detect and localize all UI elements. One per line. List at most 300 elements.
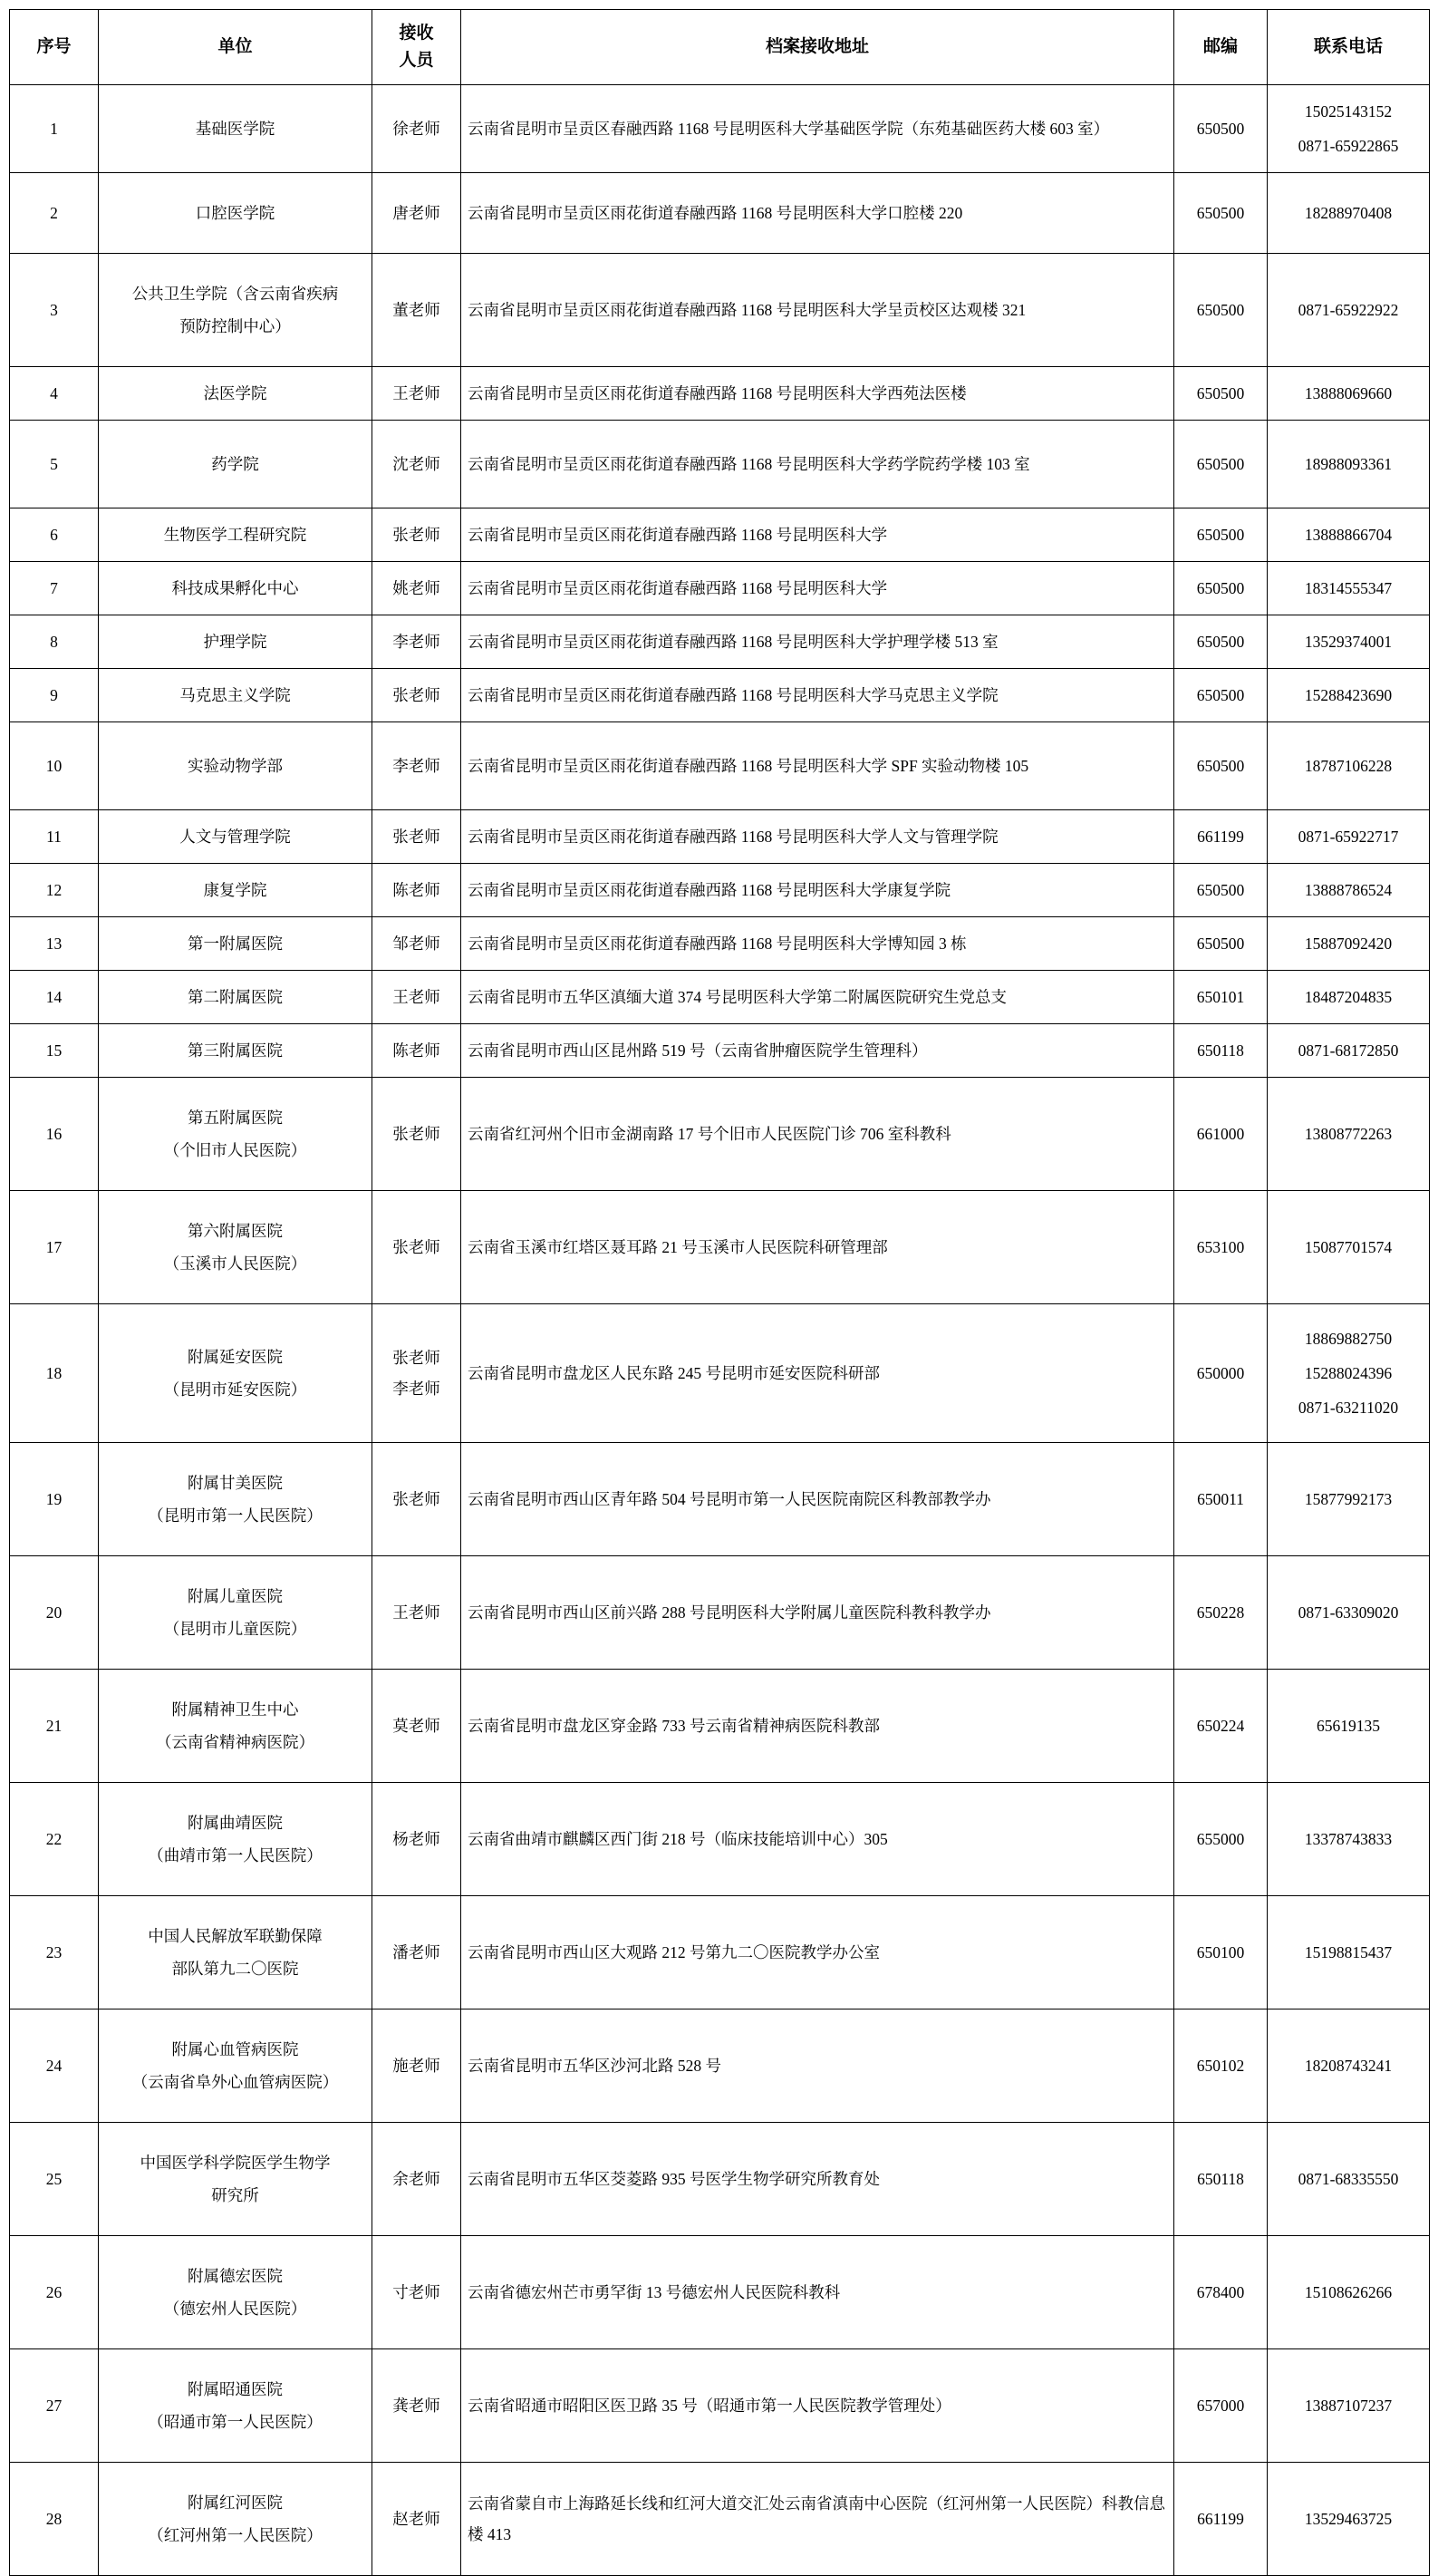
unit-line: 药学院 [211, 454, 259, 473]
phone-line: 0871-65922922 [1298, 300, 1399, 319]
person-line: 王老师 [392, 987, 440, 1006]
cell-zip: 661199 [1174, 810, 1268, 864]
cell-person [372, 1670, 461, 1783]
cell-person [372, 173, 461, 254]
table-row [10, 254, 1430, 367]
cell-zip: 650500 [1174, 421, 1268, 508]
phone-line: 18208743241 [1304, 2056, 1393, 2075]
phone-line: 18314555347 [1304, 578, 1393, 597]
cell-phone [1268, 1304, 1430, 1443]
cell-phone [1268, 173, 1430, 254]
phone-line: 0871-65922865 [1298, 137, 1399, 155]
table-row [10, 1783, 1430, 1896]
cell-unit [99, 864, 372, 917]
unit-line: （个旧市人民医院） [163, 1141, 307, 1159]
table-row [10, 2349, 1430, 2463]
cell-address: 云南省昆明市呈贡区雨花街道春融西路 1168 号昆明医科大学人文与管理学院 [461, 810, 1174, 864]
table-row [10, 508, 1430, 562]
cell-address: 云南省昆明市五华区滇缅大道 374 号昆明医科大学第二附属医院研究生党总支 [461, 971, 1174, 1024]
person-line: 张老师 [392, 1348, 440, 1367]
person-line: 潘老师 [392, 1942, 440, 1961]
cell-person [372, 1024, 461, 1078]
cell-unit [99, 2463, 372, 2576]
cell-person [372, 508, 461, 562]
person-line: 赵老师 [392, 2509, 440, 2528]
cell-phone [1268, 669, 1430, 722]
cell-phone [1268, 1024, 1430, 1078]
cell-unit [99, 85, 372, 173]
person-line: 徐老师 [392, 119, 440, 138]
phone-line: 0871-65922717 [1298, 827, 1399, 846]
person-line: 余老师 [392, 2169, 440, 2188]
cell-unit [99, 2349, 372, 2463]
cell-seq: 19 [10, 1443, 99, 1556]
person-line: 杨老师 [392, 1829, 440, 1848]
table-row [10, 722, 1430, 810]
cell-seq: 11 [10, 810, 99, 864]
cell-phone [1268, 1443, 1430, 1556]
cell-phone [1268, 1896, 1430, 2009]
cell-person [372, 2123, 461, 2236]
person-line: 陈老师 [392, 880, 440, 899]
cell-person [372, 917, 461, 971]
column-header-seq: 序号 [10, 10, 99, 85]
phone-line: 15108626266 [1304, 2282, 1393, 2301]
cell-unit [99, 1191, 372, 1304]
cell-address: 云南省昆明市西山区大观路 212 号第九二〇医院教学办公室 [461, 1896, 1174, 2009]
cell-unit [99, 1556, 372, 1670]
person-line: 张老师 [392, 1237, 440, 1256]
cell-phone [1268, 722, 1430, 810]
cell-phone [1268, 810, 1430, 864]
cell-zip: 650500 [1174, 85, 1268, 173]
person-line: 董老师 [392, 300, 440, 319]
cell-zip: 650500 [1174, 508, 1268, 562]
cell-zip: 650500 [1174, 173, 1268, 254]
cell-unit [99, 2009, 372, 2123]
person-line: 沈老师 [392, 454, 440, 473]
cell-seq: 8 [10, 615, 99, 669]
unit-line: （昭通市第一人民医院） [148, 2413, 323, 2431]
unit-line: 附属延安医院 [188, 1347, 283, 1366]
cell-unit [99, 421, 372, 508]
person-line: 莫老师 [392, 1716, 440, 1735]
cell-phone [1268, 85, 1430, 173]
cell-address: 云南省昆明市呈贡区雨花街道春融西路 1168 号昆明医科大学口腔楼 220 [461, 173, 1174, 254]
cell-unit [99, 367, 372, 421]
cell-address: 云南省昆明市呈贡区雨花街道春融西路 1168 号昆明医科大学马克思主义学院 [461, 669, 1174, 722]
cell-address: 云南省昆明市呈贡区雨花街道春融西路 1168 号昆明医科大学博知园 3 栋 [461, 917, 1174, 971]
cell-zip: 655000 [1174, 1783, 1268, 1896]
phone-line: 13888866704 [1304, 525, 1393, 544]
unit-line: 附属甘美医院 [188, 1473, 283, 1492]
person-line: 李老师 [392, 632, 440, 651]
cell-address: 云南省昆明市西山区青年路 504 号昆明市第一人民医院南院区科教部教学办 [461, 1443, 1174, 1556]
cell-person [372, 367, 461, 421]
phone-line: 0871-63309020 [1298, 1603, 1399, 1622]
table-row [10, 2236, 1430, 2349]
unit-line: 研究所 [211, 2186, 259, 2204]
cell-seq: 18 [10, 1304, 99, 1443]
unit-line: （德宏州人民医院） [163, 2300, 307, 2318]
column-header-address: 档案接收地址 [461, 10, 1174, 85]
cell-person [372, 1191, 461, 1304]
cell-address: 云南省昆明市五华区茭菱路 935 号医学生物学研究所教育处 [461, 2123, 1174, 2236]
phone-line: 15198815437 [1304, 1942, 1393, 1961]
cell-unit [99, 615, 372, 669]
cell-person [372, 562, 461, 615]
cell-seq: 5 [10, 421, 99, 508]
cell-seq: 27 [10, 2349, 99, 2463]
cell-zip: 661199 [1174, 2463, 1268, 2576]
cell-seq: 23 [10, 1896, 99, 2009]
cell-seq: 24 [10, 2009, 99, 2123]
archive-receiving-table [9, 9, 1430, 2576]
unit-line: 口腔医学院 [195, 203, 275, 222]
phone-line: 65619135 [1317, 1716, 1380, 1735]
cell-phone [1268, 2123, 1430, 2236]
phone-line: 15087701574 [1304, 1237, 1393, 1256]
cell-unit [99, 508, 372, 562]
cell-seq: 22 [10, 1783, 99, 1896]
cell-address: 云南省昆明市呈贡区雨花街道春融西路 1168 号昆明医科大学 [461, 562, 1174, 615]
cell-address: 云南省昆明市呈贡区雨花街道春融西路 1168 号昆明医科大学康复学院 [461, 864, 1174, 917]
table-row [10, 917, 1430, 971]
unit-line: 马克思主义学院 [179, 685, 291, 704]
cell-seq: 16 [10, 1078, 99, 1191]
cell-person [372, 810, 461, 864]
table-row [10, 1078, 1430, 1191]
cell-unit [99, 669, 372, 722]
cell-unit [99, 2123, 372, 2236]
table-row [10, 2463, 1430, 2576]
person-line: 张老师 [392, 1489, 440, 1508]
cell-address: 云南省曲靖市麒麟区西门街 218 号（临床技能培训中心）305 [461, 1783, 1174, 1896]
cell-zip: 653100 [1174, 1191, 1268, 1304]
table-row [10, 1304, 1430, 1443]
column-header-person [372, 10, 461, 85]
phone-line: 18487204835 [1304, 987, 1393, 1006]
cell-unit [99, 1078, 372, 1191]
phone-line: 18288970408 [1304, 203, 1393, 222]
cell-phone [1268, 2463, 1430, 2576]
cell-person [372, 722, 461, 810]
cell-seq: 14 [10, 971, 99, 1024]
cell-zip: 650100 [1174, 1896, 1268, 2009]
cell-address: 云南省昆明市盘龙区人民东路 245 号昆明市延安医院科研部 [461, 1304, 1174, 1443]
cell-zip: 650500 [1174, 367, 1268, 421]
cell-zip: 650500 [1174, 669, 1268, 722]
unit-line: 第二附属医院 [188, 987, 283, 1006]
table-row [10, 2123, 1430, 2236]
cell-seq: 15 [10, 1024, 99, 1078]
unit-line: 人文与管理学院 [179, 827, 291, 846]
cell-address: 云南省昆明市呈贡区雨花街道春融西路 1168 号昆明医科大学西苑法医楼 [461, 367, 1174, 421]
unit-line: 附属德宏医院 [188, 2266, 283, 2285]
person-line: 张老师 [392, 827, 440, 846]
table-row [10, 421, 1430, 508]
cell-address: 云南省昭通市昭阳区医卫路 35 号（昭通市第一人民医院教学管理处） [461, 2349, 1174, 2463]
cell-unit [99, 1024, 372, 1078]
cell-address: 云南省昆明市呈贡区雨花街道春融西路 1168 号昆明医科大学护理学楼 513 室 [461, 615, 1174, 669]
unit-line: （玉溪市人民医院） [163, 1254, 307, 1273]
cell-seq: 4 [10, 367, 99, 421]
unit-line: 法医学院 [203, 383, 267, 402]
person-line: 张老师 [392, 1124, 440, 1143]
cell-phone [1268, 421, 1430, 508]
person-line: 王老师 [392, 383, 440, 402]
cell-address: 云南省红河州个旧市金湖南路 17 号个旧市人民医院门诊 706 室科教科 [461, 1078, 1174, 1191]
cell-person [372, 1556, 461, 1670]
cell-address: 云南省昆明市盘龙区穿金路 733 号云南省精神病医院科教部 [461, 1670, 1174, 1783]
cell-unit [99, 1783, 372, 1896]
cell-person [372, 1304, 461, 1443]
person-line: 陈老师 [392, 1041, 440, 1060]
person-line: 邹老师 [392, 934, 440, 953]
phone-line: 13529463725 [1304, 2509, 1393, 2528]
cell-unit [99, 2236, 372, 2349]
cell-phone [1268, 2009, 1430, 2123]
cell-address: 云南省蒙自市上海路延长线和红河大道交汇处云南省滇南中心医院（红河州第一人民医院）科教信息楼 413 [461, 2463, 1174, 2576]
cell-seq: 3 [10, 254, 99, 367]
cell-address: 云南省昆明市呈贡区雨花街道春融西路 1168 号昆明医科大学 [461, 508, 1174, 562]
cell-phone [1268, 1191, 1430, 1304]
cell-unit [99, 1443, 372, 1556]
cell-person [372, 1896, 461, 2009]
person-line: 龚老师 [392, 2396, 440, 2415]
cell-address: 云南省昆明市呈贡区雨花街道春融西路 1168 号昆明医科大学呈贡校区达观楼 321 [461, 254, 1174, 367]
cell-phone [1268, 367, 1430, 421]
cell-zip: 650500 [1174, 254, 1268, 367]
cell-person [372, 2349, 461, 2463]
table-row [10, 810, 1430, 864]
cell-zip: 650224 [1174, 1670, 1268, 1783]
cell-address: 云南省昆明市呈贡区春融西路 1168 号昆明医科大学基础医学院（东苑基础医药大楼 603 室） [461, 85, 1174, 173]
cell-seq: 1 [10, 85, 99, 173]
unit-line: 附属儿童医院 [188, 1586, 283, 1605]
unit-line: 公共卫生学院（含云南省疾病 [131, 284, 339, 303]
cell-unit [99, 1304, 372, 1443]
unit-line: 护理学院 [203, 632, 267, 651]
unit-line: （红河州第一人民医院） [148, 2526, 323, 2544]
person-line: 姚老师 [392, 578, 440, 597]
unit-line: 附属心血管病医院 [171, 2039, 299, 2058]
unit-line: 第五附属医院 [188, 1108, 283, 1127]
cell-phone [1268, 562, 1430, 615]
table-row [10, 367, 1430, 421]
cell-phone [1268, 254, 1430, 367]
phone-line: 15288024396 [1304, 1363, 1393, 1382]
cell-phone [1268, 864, 1430, 917]
column-header-unit: 单位 [99, 10, 372, 85]
cell-zip: 678400 [1174, 2236, 1268, 2349]
cell-address: 云南省昆明市呈贡区雨花街道春融西路 1168 号昆明医科大学 SPF 实验动物楼 105 [461, 722, 1174, 810]
phone-line: 13529374001 [1304, 632, 1393, 651]
unit-line: （昆明市儿童医院） [163, 1620, 307, 1638]
cell-zip: 650500 [1174, 562, 1268, 615]
cell-seq: 12 [10, 864, 99, 917]
phone-line: 0871-68335550 [1298, 2169, 1399, 2188]
unit-line: 第一附属医院 [188, 934, 283, 953]
phone-line: 15025143152 [1304, 102, 1393, 121]
unit-line: （昆明市第一人民医院） [148, 1506, 323, 1525]
person-line: 李老师 [392, 1380, 440, 1398]
unit-line: 第三附属医院 [188, 1041, 283, 1060]
column-header-zip: 邮编 [1174, 10, 1268, 85]
table-row [10, 1443, 1430, 1556]
cell-unit [99, 1670, 372, 1783]
unit-line: 预防控制中心） [179, 317, 291, 335]
cell-zip: 650500 [1174, 722, 1268, 810]
cell-phone [1268, 1556, 1430, 1670]
cell-phone [1268, 971, 1430, 1024]
unit-line: （昆明市延安医院） [163, 1380, 307, 1399]
column-header-phone: 联系电话 [1268, 10, 1430, 85]
unit-line: 科技成果孵化中心 [171, 578, 299, 597]
cell-address: 云南省昆明市呈贡区雨花街道春融西路 1168 号昆明医科大学药学院药学楼 103 室 [461, 421, 1174, 508]
cell-phone [1268, 1670, 1430, 1783]
cell-seq: 26 [10, 2236, 99, 2349]
cell-address: 云南省昆明市西山区前兴路 288 号昆明医科大学附属儿童医院科教科教学办 [461, 1556, 1174, 1670]
cell-person [372, 2463, 461, 2576]
phone-line: 18869882750 [1304, 1329, 1393, 1348]
person-line: 张老师 [392, 525, 440, 544]
cell-zip: 650500 [1174, 864, 1268, 917]
table-header-row [10, 10, 1430, 85]
unit-line: 附属昭通医院 [188, 2379, 283, 2398]
cell-person [372, 421, 461, 508]
unit-line: （云南省阜外心血管病医院） [131, 2073, 339, 2091]
cell-zip: 650000 [1174, 1304, 1268, 1443]
cell-seq: 20 [10, 1556, 99, 1670]
cell-person [372, 1078, 461, 1191]
cell-unit [99, 810, 372, 864]
unit-line: 中国医学科学院医学生物学 [140, 2153, 331, 2172]
cell-zip: 657000 [1174, 2349, 1268, 2463]
cell-address: 云南省玉溪市红塔区聂耳路 21 号玉溪市人民医院科研管理部 [461, 1191, 1174, 1304]
unit-line: 附属精神卫生中心 [171, 1700, 299, 1719]
cell-phone [1268, 2236, 1430, 2349]
unit-line: （云南省精神病医院） [156, 1733, 314, 1751]
cell-seq: 6 [10, 508, 99, 562]
unit-line: 生物医学工程研究院 [163, 525, 307, 544]
table-row [10, 562, 1430, 615]
table-row [10, 864, 1430, 917]
person-line: 张老师 [392, 685, 440, 704]
cell-zip: 650102 [1174, 2009, 1268, 2123]
cell-person [372, 1783, 461, 1896]
table-row [10, 1896, 1430, 2009]
unit-line: 康复学院 [203, 880, 267, 899]
cell-zip: 650500 [1174, 917, 1268, 971]
cell-unit [99, 254, 372, 367]
cell-seq: 10 [10, 722, 99, 810]
unit-line: 中国人民解放军联勤保障 [148, 1926, 323, 1945]
cell-phone [1268, 508, 1430, 562]
cell-address: 云南省昆明市西山区昆州路 519 号（云南省肿瘤医院学生管理科） [461, 1024, 1174, 1078]
cell-person [372, 2009, 461, 2123]
phone-line: 13888069660 [1304, 383, 1393, 402]
table-row [10, 1556, 1430, 1670]
cell-seq: 9 [10, 669, 99, 722]
unit-line: 基础医学院 [195, 119, 275, 138]
table-row [10, 971, 1430, 1024]
table-header [10, 10, 1430, 85]
cell-zip: 650118 [1174, 1024, 1268, 1078]
cell-phone [1268, 1783, 1430, 1896]
phone-line: 13887107237 [1304, 2396, 1393, 2415]
table-row [10, 1670, 1430, 1783]
phone-line: 18787106228 [1304, 756, 1393, 775]
unit-line: 第六附属医院 [188, 1221, 283, 1240]
cell-unit [99, 1896, 372, 2009]
cell-seq: 17 [10, 1191, 99, 1304]
cell-unit [99, 971, 372, 1024]
cell-phone [1268, 2349, 1430, 2463]
cell-seq: 21 [10, 1670, 99, 1783]
cell-address: 云南省德宏州芒市勇罕街 13 号德宏州人民医院科教科 [461, 2236, 1174, 2349]
column-header-person-line2: 人员 [399, 51, 434, 70]
phone-line: 15288423690 [1304, 685, 1393, 704]
person-line: 寸老师 [392, 2282, 440, 2301]
unit-line: 附属红河医院 [188, 2493, 283, 2512]
cell-phone [1268, 917, 1430, 971]
column-header-person-line1: 接收 [399, 23, 434, 43]
person-line: 施老师 [392, 2056, 440, 2075]
cell-phone [1268, 1078, 1430, 1191]
person-line: 李老师 [392, 756, 440, 775]
person-line: 王老师 [392, 1603, 440, 1622]
cell-person [372, 2236, 461, 2349]
person-line: 唐老师 [392, 203, 440, 222]
cell-seq: 2 [10, 173, 99, 254]
cell-seq: 7 [10, 562, 99, 615]
phone-line: 13888786524 [1304, 880, 1393, 899]
table-row [10, 615, 1430, 669]
table-row [10, 1024, 1430, 1078]
table-row [10, 2009, 1430, 2123]
phone-line: 13378743833 [1304, 1829, 1393, 1848]
cell-zip: 650101 [1174, 971, 1268, 1024]
phone-line: 15887092420 [1304, 934, 1393, 953]
cell-phone [1268, 615, 1430, 669]
unit-line: 部队第九二〇医院 [171, 1960, 299, 1978]
cell-unit [99, 562, 372, 615]
table-body [10, 85, 1430, 2576]
cell-person [372, 254, 461, 367]
phone-line: 18988093361 [1304, 454, 1393, 473]
unit-line: （曲靖市第一人民医院） [148, 1846, 323, 1864]
cell-zip: 650500 [1174, 615, 1268, 669]
phone-line: 0871-68172850 [1298, 1041, 1399, 1060]
cell-person [372, 85, 461, 173]
cell-person [372, 864, 461, 917]
cell-unit [99, 173, 372, 254]
cell-person [372, 615, 461, 669]
table-row [10, 1191, 1430, 1304]
table-row [10, 85, 1430, 173]
cell-person [372, 669, 461, 722]
cell-person [372, 971, 461, 1024]
cell-seq: 13 [10, 917, 99, 971]
cell-unit [99, 722, 372, 810]
cell-seq: 25 [10, 2123, 99, 2236]
unit-line: 实验动物学部 [188, 756, 283, 775]
phone-line: 15877992173 [1304, 1489, 1393, 1508]
unit-line: 附属曲靖医院 [188, 1813, 283, 1832]
cell-person [372, 1443, 461, 1556]
cell-unit [99, 917, 372, 971]
